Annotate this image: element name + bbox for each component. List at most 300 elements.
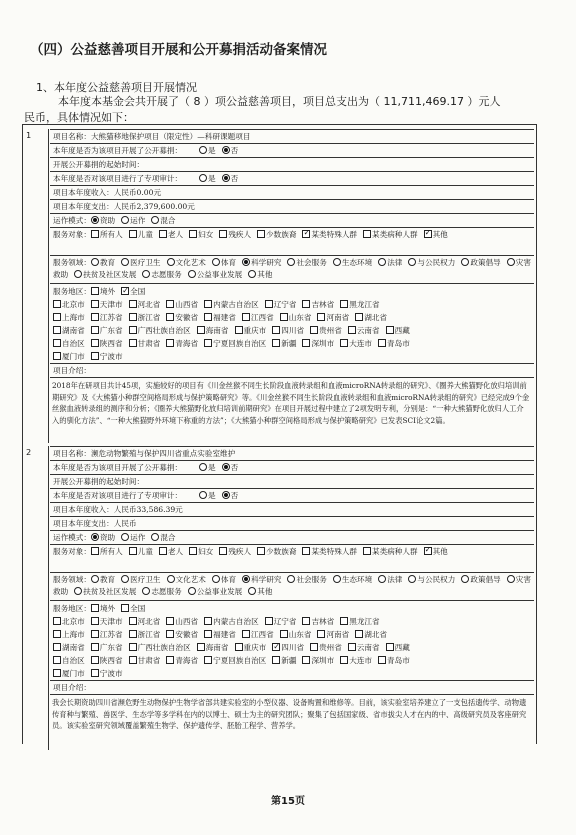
project-2-region-0-3-option[interactable] xyxy=(166,617,198,626)
project-1-target-0-checkbox[interactable] xyxy=(91,230,99,238)
project-2-region-top-1-option[interactable] xyxy=(121,604,145,613)
project-2-field-a0-option[interactable] xyxy=(91,575,115,584)
project-1-target-8-checkbox[interactable] xyxy=(424,230,432,238)
project-1-region-0-3-checkbox[interactable] xyxy=(166,300,174,308)
project-2-region-0-5-checkbox[interactable] xyxy=(265,617,273,625)
project-1-audit-no-option[interactable] xyxy=(222,174,239,183)
project-2-audit-yes-radio[interactable] xyxy=(199,491,207,499)
project-1-region-1-0-checkbox[interactable] xyxy=(53,313,61,321)
project-2-mode-0-radio[interactable] xyxy=(91,533,99,541)
project-2-region-3-8-checkbox[interactable] xyxy=(378,656,386,664)
project-2-region-0-2-option[interactable] xyxy=(129,617,161,626)
project-1-audit-yes-option[interactable] xyxy=(199,174,216,183)
project-1-region-2-5-checkbox[interactable] xyxy=(272,326,280,334)
project-2-target-0-option[interactable] xyxy=(91,547,123,556)
project-1-mode-1-radio[interactable] xyxy=(121,216,129,224)
project-1-region-0-1-option[interactable] xyxy=(91,300,123,309)
project-2-region-2-4-option[interactable] xyxy=(235,643,267,652)
project-2-region-4-0-option[interactable] xyxy=(53,669,85,678)
project-2-region-1-2-checkbox[interactable] xyxy=(129,630,137,638)
project-1-region-0-0-option[interactable] xyxy=(53,300,85,309)
project-2-region-3-0-option[interactable] xyxy=(53,656,85,665)
project-2-region-0-4-option[interactable] xyxy=(204,617,259,626)
project-1-fundraising-yes-option[interactable] xyxy=(199,146,216,155)
project-2-target-5-checkbox[interactable] xyxy=(257,547,265,555)
project-1-region-1-0-label: 上海市 xyxy=(62,313,85,322)
project-1-field-a5-option[interactable] xyxy=(287,258,326,267)
project-1-target-2-option[interactable] xyxy=(159,230,183,239)
project-1-region-0-4-option[interactable] xyxy=(204,300,259,309)
project-2-field-a6-option[interactable] xyxy=(333,575,372,584)
project-2-target-3-checkbox[interactable] xyxy=(189,547,197,555)
project-1-number: 1 xyxy=(26,130,32,140)
project-1-target-1-checkbox[interactable] xyxy=(129,230,137,238)
project-2-fundraising-yes-option[interactable] xyxy=(199,463,216,472)
project-1-fundraising-no-radio[interactable] xyxy=(222,146,230,154)
project-2-region-1-1-checkbox[interactable] xyxy=(91,630,99,638)
project-1-mode-1-option[interactable] xyxy=(121,216,145,225)
project-2-region-0-6-checkbox[interactable] xyxy=(302,617,310,625)
project-2-target-0-checkbox[interactable] xyxy=(91,547,99,555)
project-1-field-a6-option[interactable] xyxy=(333,258,372,267)
project-2-region-3-2-option[interactable] xyxy=(129,656,161,665)
project-1-region-1-2-checkbox[interactable] xyxy=(129,313,137,321)
project-1-region-0-4-checkbox[interactable] xyxy=(204,300,212,308)
project-2-region-1-0-checkbox[interactable] xyxy=(53,630,61,638)
project-2-region-2-1-checkbox[interactable] xyxy=(91,643,99,651)
project-2-field-a3-radio[interactable] xyxy=(212,575,220,583)
project-1-region-1-6-checkbox[interactable] xyxy=(280,313,288,321)
project-1-region-3-3-label: 青海省 xyxy=(175,339,199,348)
project-1-field-a2-radio[interactable] xyxy=(167,258,175,266)
project-2-region-0-0-option[interactable] xyxy=(53,617,85,626)
project-1-field-a5-radio[interactable] xyxy=(287,258,295,266)
project-2-region-0-0-checkbox[interactable] xyxy=(53,617,61,625)
project-2-region-4-0-checkbox[interactable] xyxy=(53,669,61,677)
project-2-region-1-4-checkbox[interactable] xyxy=(204,630,212,638)
project-2-target-6-option[interactable] xyxy=(302,547,357,556)
project-2-target-5-option[interactable] xyxy=(257,547,296,556)
project-2-field-b1-radio[interactable] xyxy=(461,575,469,583)
project-2-fundraising-yes-radio[interactable] xyxy=(199,463,207,471)
project-2-region-1-4-option[interactable] xyxy=(204,630,236,639)
project-1-region-2-4-option[interactable] xyxy=(235,326,267,335)
project-2-region-1-2-option[interactable] xyxy=(129,630,161,639)
project-1-region-3-4-checkbox[interactable] xyxy=(204,339,212,347)
project-2-region-top-0-checkbox[interactable] xyxy=(91,604,99,612)
project-2-target-2-checkbox[interactable] xyxy=(159,547,167,555)
project-2-region-2-3-option[interactable] xyxy=(197,643,229,652)
project-1-field-b0-option[interactable] xyxy=(408,258,455,267)
project-1-region-1-6-option[interactable] xyxy=(280,313,312,322)
project-1-region-3-5-checkbox[interactable] xyxy=(272,339,280,347)
project-1-region-top-0-checkbox[interactable] xyxy=(91,287,99,295)
project-2-field-a7-option[interactable] xyxy=(378,575,402,584)
project-2-field-a6-radio[interactable] xyxy=(333,575,341,583)
project-2-region-3-2-checkbox[interactable] xyxy=(129,656,137,664)
project-2-field-b4-radio[interactable] xyxy=(142,587,150,595)
project-1-region-2-0-checkbox[interactable] xyxy=(53,326,61,334)
project-1-target-0-option[interactable] xyxy=(91,230,123,239)
project-2-region-0-7-checkbox[interactable] xyxy=(340,617,348,625)
project-1-region-0-5-checkbox[interactable] xyxy=(265,300,273,308)
project-2-target-6-label: 某类特殊人群 xyxy=(311,547,358,556)
project-1-region-1-5-checkbox[interactable] xyxy=(242,313,250,321)
project-2-audit-yes-option[interactable] xyxy=(199,491,216,500)
project-1-field-b6-radio[interactable] xyxy=(248,270,256,278)
project-2-mode-0-option[interactable] xyxy=(91,533,115,542)
project-1-region-0-6-option[interactable] xyxy=(302,300,334,309)
project-1-region-1-8-option[interactable] xyxy=(355,313,387,322)
project-1-region-3-2-label: 甘肃省 xyxy=(137,339,161,348)
project-1-mode-2-radio[interactable] xyxy=(151,216,159,224)
project-2-region-3-3-checkbox[interactable] xyxy=(166,656,174,664)
project-1-target-2-checkbox[interactable] xyxy=(159,230,167,238)
project-2-field-a1-radio[interactable] xyxy=(121,575,129,583)
project-1-region-1-0-option[interactable] xyxy=(53,313,85,322)
project-2-region-1-7-option[interactable] xyxy=(317,630,349,639)
project-2-region-0-4-checkbox[interactable] xyxy=(204,617,212,625)
project-2-region-0-5-option[interactable] xyxy=(265,617,297,626)
project-1-fundraising-no-option[interactable] xyxy=(222,146,239,155)
project-1-field-a4-radio[interactable] xyxy=(242,258,250,266)
project-1-region-2-1-checkbox[interactable] xyxy=(91,326,99,334)
project-1-region-2-1-option[interactable] xyxy=(91,326,123,335)
project-1-region-4-0-option[interactable] xyxy=(53,352,85,361)
project-1-target-7-checkbox[interactable] xyxy=(363,230,371,238)
project-1-region-1-4-option[interactable] xyxy=(204,313,236,322)
project-1-region-3-4-option[interactable] xyxy=(204,339,266,348)
project-1-field-a7-radio[interactable] xyxy=(378,258,386,266)
project-2-region-1-5-checkbox[interactable] xyxy=(242,630,250,638)
project-1-region-3-3-option[interactable] xyxy=(166,339,198,348)
project-1-target-5-checkbox[interactable] xyxy=(257,230,265,238)
project-2-field-a4-radio[interactable] xyxy=(242,575,250,583)
project-2-region-1-7-checkbox[interactable] xyxy=(317,630,325,638)
project-1-field-a3-radio[interactable] xyxy=(212,258,220,266)
project-2-field-a2-radio[interactable] xyxy=(167,575,175,583)
project-2-region-2-3-checkbox[interactable] xyxy=(197,643,205,651)
project-1-region-4-0-checkbox[interactable] xyxy=(53,352,61,360)
project-1-region-1-4-checkbox[interactable] xyxy=(204,313,212,321)
project-1-field-a2-option[interactable] xyxy=(167,258,206,267)
project-1-mode-0-option[interactable] xyxy=(91,216,115,225)
project-2-region-0-1-option[interactable] xyxy=(91,617,123,626)
project-1-field-b1-radio[interactable] xyxy=(461,258,469,266)
project-2-field-a4-option[interactable] xyxy=(242,575,281,584)
project-2-region-3-4-checkbox[interactable] xyxy=(204,656,212,664)
project-1-region-2-3-option[interactable] xyxy=(197,326,229,335)
project-2-region-2-2-option[interactable] xyxy=(129,643,191,652)
project-2-field-a7-radio[interactable] xyxy=(378,575,386,583)
project-1-field-b4-radio[interactable] xyxy=(142,270,150,278)
project-2-target-3-option[interactable] xyxy=(189,547,213,556)
project-2-mode-2-radio[interactable] xyxy=(151,533,159,541)
project-2-field-b6-radio[interactable] xyxy=(248,587,256,595)
project-2-target-8-checkbox[interactable] xyxy=(424,547,432,555)
project-1-field-b3-option[interactable] xyxy=(74,270,136,279)
project-2-target-1-checkbox[interactable] xyxy=(129,547,137,555)
project-2-field-a5-radio[interactable] xyxy=(287,575,295,583)
project-1-region-2-0-option[interactable] xyxy=(53,326,85,335)
project-1-audit-no-radio[interactable] xyxy=(222,174,230,182)
project-2-region-2-5-checkbox[interactable] xyxy=(272,643,280,651)
project-2-field-a0-radio[interactable] xyxy=(91,575,99,583)
project-2-region-2-8-checkbox[interactable] xyxy=(386,643,394,651)
project-2-region-3-5-option[interactable] xyxy=(272,656,296,665)
project-2-target-2-option[interactable] xyxy=(159,547,183,556)
project-2-region-3-1-option[interactable] xyxy=(91,656,123,665)
project-1-region-1-8-checkbox[interactable] xyxy=(355,313,363,321)
project-1-region-1-1-option[interactable] xyxy=(91,313,123,322)
project-1-target-1-option[interactable] xyxy=(129,230,153,239)
project-2-field-b0-radio[interactable] xyxy=(408,575,416,583)
project-2-field-b1-option[interactable] xyxy=(461,575,500,584)
project-2-field-b0-option[interactable] xyxy=(408,575,455,584)
project-1-field-a6-label: 生态环境 xyxy=(341,258,373,267)
project-2-region-2-6-option[interactable] xyxy=(310,643,342,652)
project-2-region-3-6-checkbox[interactable] xyxy=(302,656,310,664)
project-2-region-1-1-option[interactable] xyxy=(91,630,123,639)
project-2-region-3-3-option[interactable] xyxy=(166,656,198,665)
project-2-region-2-7-checkbox[interactable] xyxy=(348,643,356,651)
project-1-region-3-1-checkbox[interactable] xyxy=(91,339,99,347)
project-2-target-8-option[interactable] xyxy=(424,547,448,556)
project-2-audit-no-option[interactable] xyxy=(222,491,239,500)
project-2-region-1-6-option[interactable] xyxy=(280,630,312,639)
project-2-region-3-5-checkbox[interactable] xyxy=(272,656,280,664)
project-1-region-3-2-checkbox[interactable] xyxy=(129,339,137,347)
project-1-region-2-2-option[interactable] xyxy=(129,326,191,335)
project-2-field-row-content xyxy=(53,574,531,598)
project-1-field-a1-radio[interactable] xyxy=(121,258,129,266)
project-1-target-3-option[interactable] xyxy=(189,230,213,239)
project-2-mode-1-radio[interactable] xyxy=(121,533,129,541)
project-1-region-top-1-option[interactable] xyxy=(121,287,145,296)
project-1-region-2-2-checkbox[interactable] xyxy=(129,326,137,334)
project-1-audit-yes-radio[interactable] xyxy=(199,174,207,182)
project-1-region-0-3-option[interactable] xyxy=(166,300,198,309)
project-1-region-3-7-label: 大连市 xyxy=(349,339,373,348)
project-1-mode-2-option[interactable] xyxy=(151,216,175,225)
project-1-region-3-0-option[interactable] xyxy=(53,339,85,348)
project-1-fundraising-row xyxy=(50,143,534,158)
project-1-region-1-1-checkbox[interactable] xyxy=(91,313,99,321)
project-2-region-3-7-checkbox[interactable] xyxy=(340,656,348,664)
project-2-field-a5-option[interactable] xyxy=(287,575,326,584)
project-2-region-0-6-option[interactable] xyxy=(302,617,334,626)
project-1-field-b2-radio[interactable] xyxy=(507,258,515,266)
project-1-region-0-6-checkbox[interactable] xyxy=(302,300,310,308)
project-2-region-1-6-checkbox[interactable] xyxy=(280,630,288,638)
project-1-region-1-3-checkbox[interactable] xyxy=(166,313,174,321)
project-1-region-0-7-option[interactable] xyxy=(340,300,379,309)
project-2-field-a2-option[interactable] xyxy=(167,575,206,584)
project-1-field-a0-option[interactable] xyxy=(91,258,115,267)
project-2-intro-text: 我会长期资助四川省濒危野生动物保护生物学省部共建实验室的小型仪器、设备购置和维修等。目前，该实验室培养建立了一支包括遗传学、动物遗传育种与繁殖、兽医学、生态学等多学科在内的以博士、硕士为主的研究团队；聚集了包括国家级、省市拔尖人才在内的中、高级研究员及客座研究员。该实验室研究领域覆盖繁殖生物学、保护遗传学、胚胎工程学、营养学。 xyxy=(52,698,527,731)
project-1-target-5-option[interactable] xyxy=(257,230,296,239)
project-2-region-1-3-option[interactable] xyxy=(166,630,198,639)
project-1-region-3-8-checkbox[interactable] xyxy=(378,339,386,347)
project-2-target-7-option[interactable] xyxy=(363,547,418,556)
project-2-field-b5-option[interactable] xyxy=(188,587,243,596)
project-2-region-2-4-checkbox[interactable] xyxy=(235,643,243,651)
project-1-field-b3-radio[interactable] xyxy=(74,270,82,278)
project-1-target-4-option[interactable] xyxy=(219,230,251,239)
project-1-region-4-1-label: 宁波市 xyxy=(99,352,123,361)
project-2-region-4-1-option[interactable] xyxy=(91,669,123,678)
project-1-region-1-7-option[interactable] xyxy=(317,313,349,322)
project-1-region-3-6-option[interactable] xyxy=(302,339,334,348)
project-2-region-1-8-checkbox[interactable] xyxy=(355,630,363,638)
project-1-target-6-option[interactable] xyxy=(302,230,357,239)
project-1-region-2-4-checkbox[interactable] xyxy=(235,326,243,334)
project-1-target-8-option[interactable] xyxy=(424,230,448,239)
project-1-fundraising-yes-radio[interactable] xyxy=(199,146,207,154)
project-2-region-2-1-option[interactable] xyxy=(91,643,123,652)
project-1-field-a6-radio[interactable] xyxy=(333,258,341,266)
project-2-region-4-1-checkbox[interactable] xyxy=(91,669,99,677)
project-2-region-2-8-option[interactable] xyxy=(386,643,410,652)
project-1-region-4-1-option[interactable] xyxy=(91,352,123,361)
project-2-fundraising-no-option[interactable] xyxy=(222,463,239,472)
project-1-region-3-3-checkbox[interactable] xyxy=(166,339,174,347)
project-1-region-0-0-checkbox[interactable] xyxy=(53,300,61,308)
project-1-region-0-2-option[interactable] xyxy=(129,300,161,309)
project-1-income-row xyxy=(50,185,534,200)
project-1-region-4-1-checkbox[interactable] xyxy=(91,352,99,360)
project-1-region-2-7-option[interactable] xyxy=(348,326,380,335)
project-2-region-2-2-checkbox[interactable] xyxy=(129,643,137,651)
project-1-region-2-3-checkbox[interactable] xyxy=(197,326,205,334)
project-1-region-2-6-option[interactable] xyxy=(310,326,342,335)
project-2-mode-2-option[interactable] xyxy=(151,533,175,542)
project-2-field-b5-radio[interactable] xyxy=(188,587,196,595)
project-2-field-b4-option[interactable] xyxy=(142,587,181,596)
project-2-region-3-1-checkbox[interactable] xyxy=(91,656,99,664)
project-2-region-1-3-checkbox[interactable] xyxy=(166,630,174,638)
project-2-fundraising-no-label: 否 xyxy=(230,463,239,472)
project-1-region-2-7-checkbox[interactable] xyxy=(348,326,356,334)
project-1-field-b1-option[interactable] xyxy=(461,258,500,267)
project-2-region-3-0-checkbox[interactable] xyxy=(53,656,61,664)
project-1-region-0-1-checkbox[interactable] xyxy=(91,300,99,308)
project-2-target-4-option[interactable] xyxy=(219,547,251,556)
project-2-region-top-1-checkbox[interactable] xyxy=(121,604,129,612)
project-1-expense-label: 项目本年度支出：人民币 xyxy=(53,202,137,211)
project-2-region-2-6-checkbox[interactable] xyxy=(310,643,318,651)
project-2-target-1-option[interactable] xyxy=(129,547,153,556)
project-2-fundraising-no-radio[interactable] xyxy=(222,463,230,471)
project-1-field-b0-radio[interactable] xyxy=(408,258,416,266)
project-1-region-0-2-checkbox[interactable] xyxy=(129,300,137,308)
project-2-field-a3-option[interactable] xyxy=(212,575,236,584)
project-1-field-a4-option[interactable] xyxy=(242,258,281,267)
project-1-region-3-6-checkbox[interactable] xyxy=(302,339,310,347)
project-2-mode-row xyxy=(50,530,534,545)
project-1-region-3-5-option[interactable] xyxy=(272,339,296,348)
project-2-region-0-1-checkbox[interactable] xyxy=(91,617,99,625)
project-1-region-3-6-label: 深圳市 xyxy=(311,339,335,348)
project-1-region-2-6-checkbox[interactable] xyxy=(310,326,318,334)
project-1-field-b5-option[interactable] xyxy=(188,270,243,279)
project-2-region-3-7-option[interactable] xyxy=(340,656,372,665)
project-2-region-2-0-option[interactable] xyxy=(53,643,85,652)
project-2-mode-1-option[interactable] xyxy=(121,533,145,542)
project-2-region-3-8-option[interactable] xyxy=(378,656,410,665)
project-2-audit-no-radio[interactable] xyxy=(222,491,230,499)
project-2-field-b2-radio[interactable] xyxy=(507,575,515,583)
project-2-region-2-7-option[interactable] xyxy=(348,643,380,652)
project-1-target-6-checkbox[interactable] xyxy=(302,230,310,238)
project-2-region-0-7-option[interactable] xyxy=(340,617,379,626)
project-1-region-1-3-option[interactable] xyxy=(166,313,198,322)
project-1-region-2-8-checkbox[interactable] xyxy=(386,326,394,334)
project-2-region-1-5-option[interactable] xyxy=(242,630,274,639)
project-1-region-1-2-option[interactable] xyxy=(129,313,161,322)
project-1-region-2-5-option[interactable] xyxy=(272,326,304,335)
project-1-field-b5-radio[interactable] xyxy=(188,270,196,278)
project-2-field-b3-option[interactable] xyxy=(74,587,136,596)
project-1-region-3-8-option[interactable] xyxy=(378,339,410,348)
project-1-region-2-8-option[interactable] xyxy=(386,326,410,335)
project-1-field-b4-option[interactable] xyxy=(142,270,181,279)
project-1-target-3-checkbox[interactable] xyxy=(189,230,197,238)
project-2-target-7-checkbox[interactable] xyxy=(363,547,371,555)
project-2-region-2-5-option[interactable] xyxy=(272,643,304,652)
project-1-region-3-7-checkbox[interactable] xyxy=(340,339,348,347)
project-2-region-1-8-option[interactable] xyxy=(355,630,387,639)
project-1-region-top-0-option[interactable] xyxy=(91,287,115,296)
project-1-region-3-7-option[interactable] xyxy=(340,339,372,348)
project-2-region-3-0-label: 自治区 xyxy=(62,656,85,665)
project-1-region-3-2-option[interactable] xyxy=(129,339,161,348)
project-2-region-top-0-option[interactable] xyxy=(91,604,115,613)
project-1-field-a3-option[interactable] xyxy=(212,258,236,267)
project-2-region-0-3-checkbox[interactable] xyxy=(166,617,174,625)
project-1-target-7-option[interactable] xyxy=(363,230,418,239)
project-1-field-a1-option[interactable] xyxy=(121,258,160,267)
project-1-target-5-label: 少数族裔 xyxy=(266,230,297,239)
project-1-mode-0-radio[interactable] xyxy=(91,216,99,224)
project-1-region-3-1-option[interactable] xyxy=(91,339,123,348)
project-1-field-a0-radio[interactable] xyxy=(91,258,99,266)
project-2-region-0-2-checkbox[interactable] xyxy=(129,617,137,625)
project-2-region-line-2 xyxy=(53,641,531,654)
project-1-region-0-5-option[interactable] xyxy=(265,300,297,309)
project-1-field-a7-option[interactable] xyxy=(378,258,402,267)
project-2-region-1-0-option[interactable] xyxy=(53,630,85,639)
project-2-region-3-4-option[interactable] xyxy=(204,656,266,665)
project-1-region-top-1-checkbox[interactable] xyxy=(121,287,129,295)
project-1-target-4-checkbox[interactable] xyxy=(219,230,227,238)
project-2-field-a1-option[interactable] xyxy=(121,575,160,584)
project-2-fundraising-yes-label: 是 xyxy=(208,463,216,472)
project-1-region-0-7-checkbox[interactable] xyxy=(340,300,348,308)
project-1-region-1-5-option[interactable] xyxy=(242,313,274,322)
project-2-income: 33,586.39元 xyxy=(136,505,183,514)
project-1-region-1-7-checkbox[interactable] xyxy=(317,313,325,321)
project-2-field-b6-option[interactable] xyxy=(248,587,272,596)
project-2-region-3-6-option[interactable] xyxy=(302,656,334,665)
project-2-target-4-checkbox[interactable] xyxy=(219,547,227,555)
project-2-field-b3-radio[interactable] xyxy=(74,587,82,595)
project-1-field-b6-option[interactable] xyxy=(248,270,272,279)
project-1-region-3-0-checkbox[interactable] xyxy=(53,339,61,347)
project-2-field-a3-label: 体育 xyxy=(220,575,237,584)
project-2-region-2-0-checkbox[interactable] xyxy=(53,643,61,651)
project-2-target-6-checkbox[interactable] xyxy=(302,547,310,555)
